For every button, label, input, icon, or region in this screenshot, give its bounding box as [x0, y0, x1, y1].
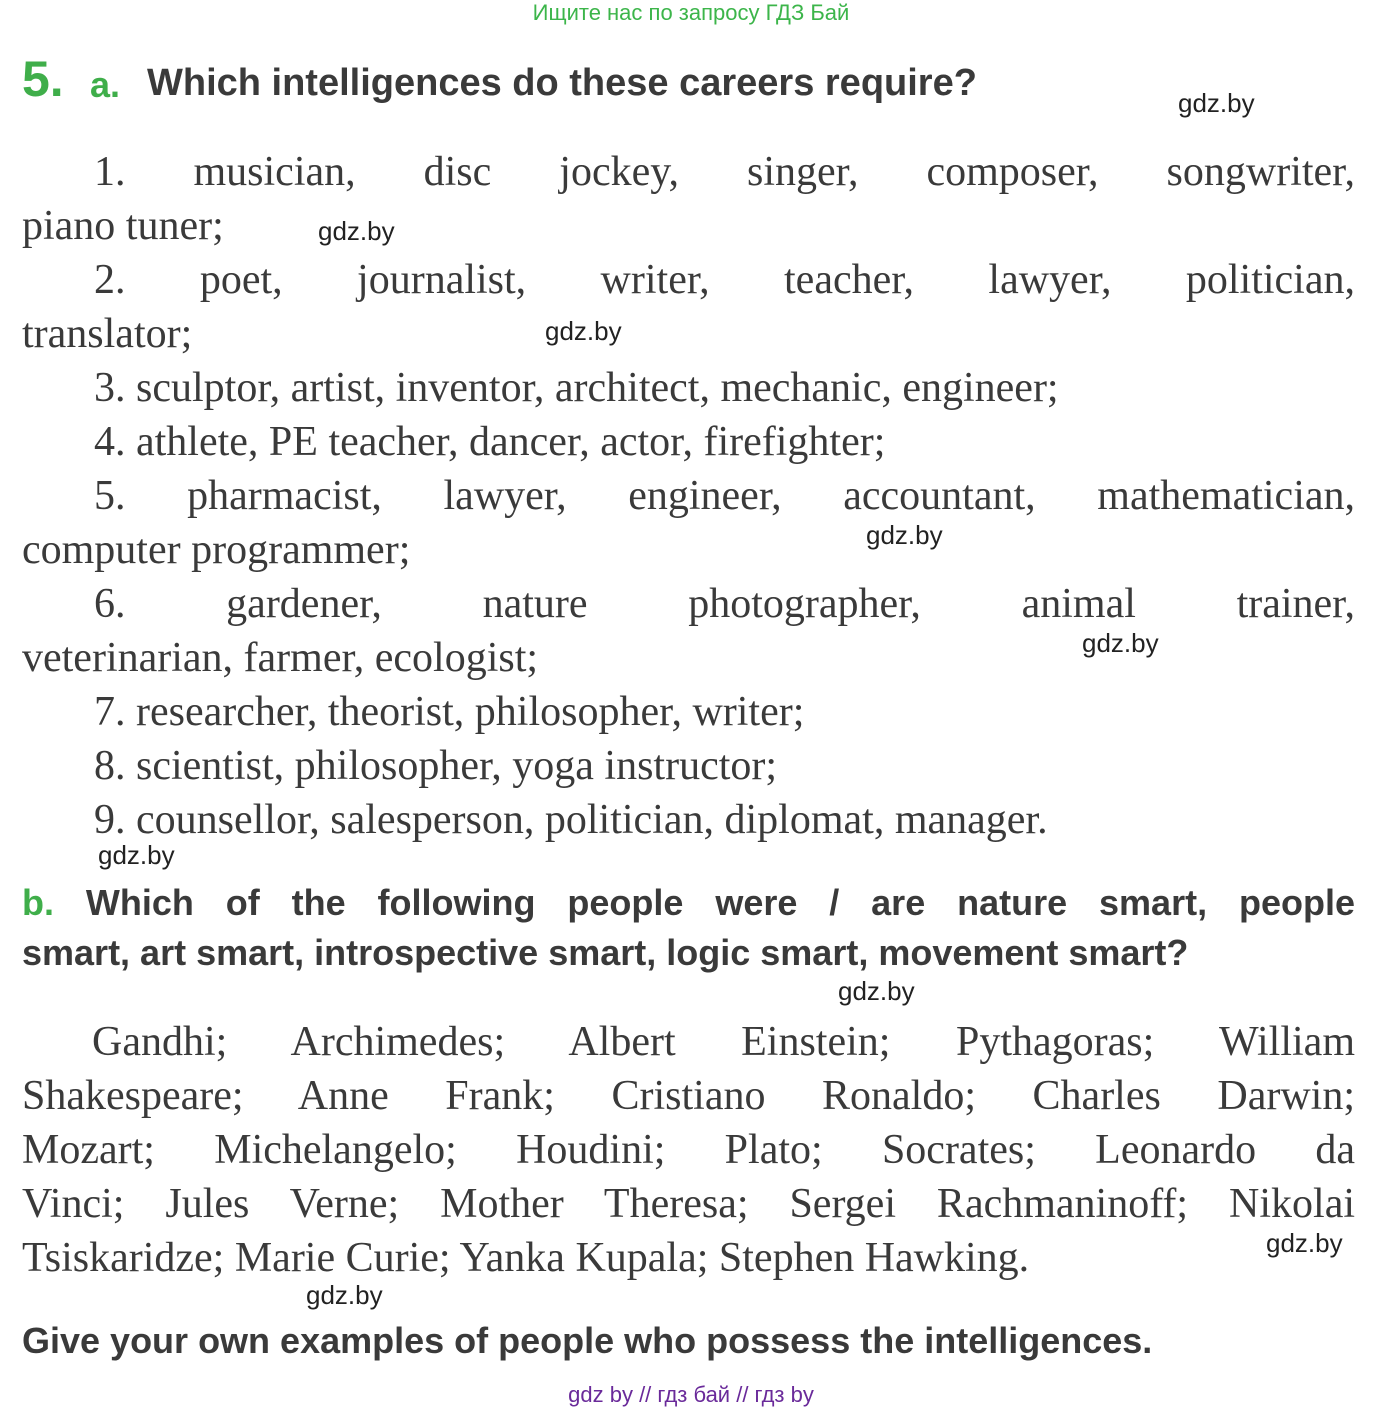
career-line-7: 7. researcher, theorist, philosopher, writer;	[94, 689, 805, 735]
part-a-question: Which intelligences do these careers require?	[147, 62, 977, 104]
career-line-2: 2. poet, journalist, writer, teacher, lawyer, politician,	[94, 257, 1355, 303]
watermark: gdz.by	[545, 316, 622, 346]
top-banner: Ищите нас по запросу ГДЗ Бай	[532, 0, 850, 25]
part-a-letter: a.	[90, 64, 121, 105]
career-line-6: 6. gardener, nature photographer, animal trainer,	[94, 581, 1355, 627]
watermark: gdz.by	[1266, 1228, 1343, 1258]
watermark: gdz.by	[318, 216, 395, 246]
part-b-letter: b.	[22, 882, 54, 923]
watermark: gdz.by	[98, 840, 175, 870]
people-line-2: Shakespeare; Anne Frank; Cristiano Ronaldo; Charles Darwin;	[22, 1073, 1355, 1119]
career-line-1-cont: piano tuner;	[22, 203, 224, 249]
watermark: gdz.by	[866, 520, 943, 550]
people-line-5: Tsiskaridze; Marie Curie; Yanka Kupala; Stephen Hawking.	[22, 1235, 1030, 1281]
people-line-4: Vinci; Jules Verne; Mother Theresa; Sergei Rachmaninoff; Nikolai	[22, 1181, 1355, 1227]
career-line-1: 1. musician, disc jockey, singer, composer, songwriter,	[94, 149, 1355, 195]
part-b-question-line-1	[22, 882, 1355, 924]
people-line-1: Gandhi; Archimedes; Albert Einstein; Pythagoras; William	[92, 1019, 1355, 1065]
career-line-8: 8. scientist, philosopher, yoga instructor;	[94, 743, 778, 789]
exercise-number: 5.	[22, 51, 64, 107]
career-line-2-cont: translator;	[22, 311, 193, 357]
part-b-question-line-2: smart, art smart, introspective smart, logic smart, movement smart?	[22, 932, 1189, 973]
watermark: gdz.by	[838, 976, 915, 1006]
people-line-3: Mozart; Michelangelo; Houdini; Plato; Socrates; Leonardo da	[22, 1127, 1355, 1173]
footer: gdz by // гдз бай // гдз by	[568, 1382, 814, 1407]
career-line-5: 5. pharmacist, lawyer, engineer, accountant, mathematician,	[94, 473, 1355, 519]
watermark: gdz.by	[1178, 88, 1255, 118]
watermark: gdz.by	[1082, 628, 1159, 658]
career-line-4: 4. athlete, PE teacher, dancer, actor, firefighter;	[94, 419, 886, 465]
part-b-question-text: Which of the following people were / are nature smart, people	[85, 882, 1355, 923]
career-line-5-cont: computer programmer;	[22, 527, 411, 573]
career-line-3: 3. sculptor, artist, inventor, architect, mechanic, engineer;	[94, 365, 1059, 411]
watermark: gdz.by	[306, 1280, 383, 1310]
career-line-9: 9. counsellor, salesperson, politician, diplomat, manager.	[94, 797, 1048, 843]
career-line-6-cont: veterinarian, farmer, ecologist;	[22, 635, 539, 681]
final-task: Give your own examples of people who possess the intelligences.	[22, 1320, 1153, 1361]
